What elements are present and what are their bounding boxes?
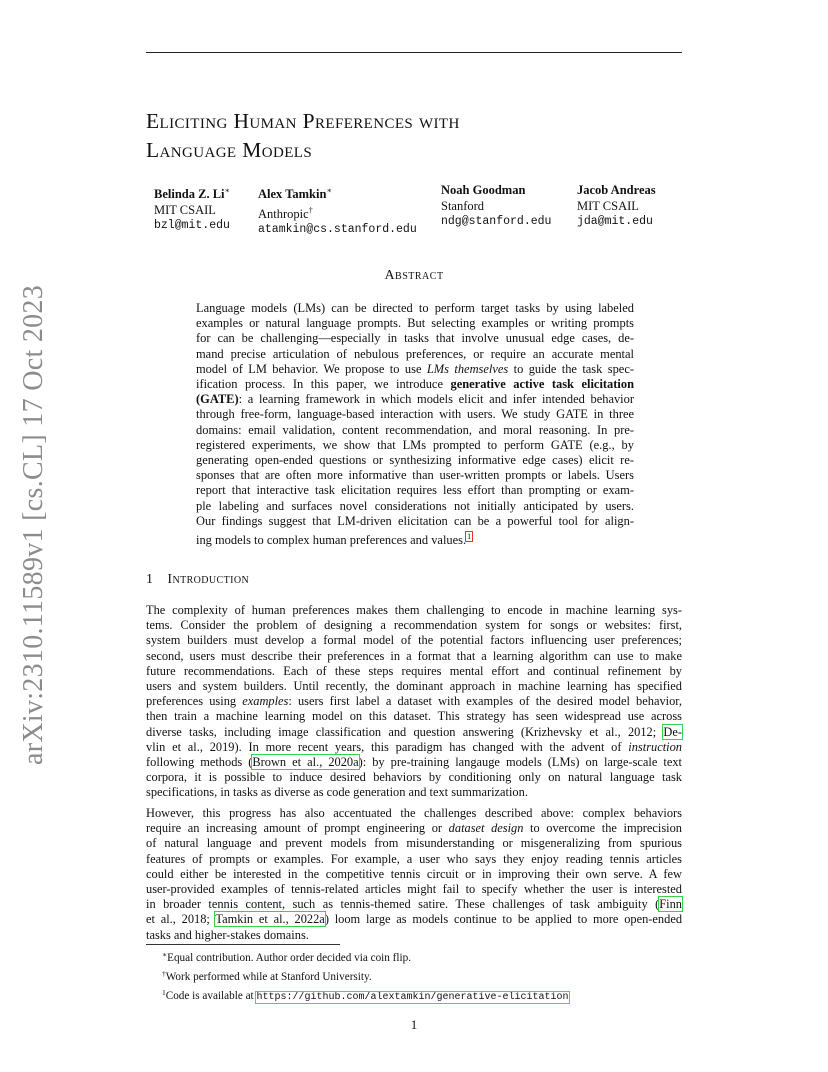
author-affiliation: MIT CSAIL [577, 198, 639, 213]
author-goodman [441, 183, 551, 230]
author-affiliation: Stanford [441, 198, 485, 213]
author-name: Jacob Andreas [577, 183, 656, 197]
footnote-stanford [162, 966, 682, 985]
abstract-line: (GATE): a learning framework in which models elicit and infer intended behavior [196, 392, 634, 407]
abstract-line: examples or natural language prompts. But selecting examples or writing prompts [196, 316, 634, 331]
paragraph-line: specifications, in tasks as diverse as code generation and text summarization. [146, 785, 528, 800]
affiliation-mark: † [308, 205, 313, 215]
paragraph-line: However, this progress has also accentuated the challenges described above: complex behaviors [146, 806, 682, 820]
footnote-text: Code is available at [165, 990, 257, 1002]
abstract-line: through free-form, language-based interaction with users. We study GATE in three [196, 407, 635, 422]
paper-title [146, 107, 686, 165]
section-number: 1 [146, 572, 154, 587]
code-url-link[interactable]: https://github.com/alextamkin/generative-elicitation [256, 992, 569, 1003]
abstract-last-line [196, 529, 634, 548]
section-title: Introduction [167, 572, 250, 587]
emphasis: LMs themselves [426, 361, 509, 376]
footnote-mark: 1 [162, 988, 166, 997]
paragraph-line: preferences using examples: users first label a dataset with examples of the desired model behavior, [146, 694, 683, 709]
author-li [154, 183, 230, 234]
paragraph-line: features of prompts or examples. For example, a user who says they enjoy reading tennis articles [146, 851, 682, 866]
bold-term: (GATE) [196, 392, 239, 407]
paragraph-line: tasks and higher-stakes domains. [146, 927, 309, 942]
paragraph-line: could either be interested in the competitive tennis circuit or in improving their own serve. A few [146, 866, 682, 881]
paragraph-line: tems. Consider the problem of designing a recommendation system for songs or websites: first, [146, 618, 682, 633]
equal-contribution-mark: ∗ [326, 186, 332, 195]
footnote-text: Equal contribution. Author order decided via coin flip. [167, 952, 411, 964]
equal-contribution-mark: ∗ [224, 186, 230, 195]
intro-paragraph-2 [146, 806, 682, 943]
page-number: 1 [410, 1017, 418, 1032]
emphasis: instruction [628, 739, 682, 754]
author-email[interactable]: atamkin@cs.stanford.edu [258, 223, 417, 236]
title-line-2: Language Models [146, 138, 313, 162]
author-email[interactable]: jda@mit.edu [577, 215, 653, 228]
abstract-line: registered experiments, we show that LMs prompted to perform GATE (e.g., by [196, 437, 634, 452]
top-rule [146, 52, 682, 53]
abstract-line: model of LM behavior. We propose to use LMs themselves to guide the task spec- [196, 361, 634, 376]
paragraph-line: in broader tennis content, such as tennis-themed satire. These challenges of task ambiguity (Finn [146, 897, 682, 912]
bold-term: generative active task elicitation [450, 377, 634, 392]
abstract-heading: Abstract [384, 268, 444, 283]
paragraph-line: diverse tasks, including image classification and question answering (Krizhevsky et al., 2012; De- [146, 724, 682, 739]
footnote-code [162, 985, 682, 1005]
author-email[interactable]: bzl@mit.edu [154, 219, 230, 232]
title-line-1: Eliciting Human Preferences with [146, 109, 460, 133]
footnote-rule [146, 944, 340, 945]
citation-link[interactable]: Finn [659, 897, 682, 912]
footnote-equal-contribution [162, 947, 682, 966]
paragraph-line: future recommendations. Each of these steps requires mental effort and continual refinement by [146, 663, 682, 678]
paragraph-line: user-provided examples of tennis-related articles might fail to specify whether the user is interested [146, 882, 682, 897]
abstract-line: mand precise articulation of nebulous preferences, or require an accurate mental [196, 346, 634, 361]
abstract-line: Our findings suggest that LM-driven elicitation can be a powerful tool for align- [196, 513, 634, 528]
author-affiliation: MIT CSAIL [154, 202, 216, 217]
abstract-line: Language models (LMs) can be directed to perform target tasks by using labeled [196, 301, 634, 315]
abstract-line: domains: email validation, content recommendation, and moral reasoning. In pre- [196, 422, 634, 437]
paragraph-line: following methods (Brown et al., 2020a): by pre-training langauge models (LMs) on large-scale text [146, 755, 682, 770]
small-caps-term: GATE [550, 437, 583, 452]
emphasis: examples [242, 694, 289, 709]
abstract-line: ing models to complex human preferences and values. [196, 533, 467, 548]
author-tamkin [258, 183, 417, 238]
footnote-mark: ∗ [162, 950, 168, 959]
paragraph-line: second, users must describe their preferences in a format that a learning algorithm can use to make [146, 648, 682, 663]
abstract-line: generating open-ended questions or synthesizing informative edge cases) elicit re- [196, 453, 634, 468]
citation-link[interactable]: De- [663, 724, 682, 739]
paragraph-line: The complexity of human preferences makes them challenging to encode in machine learning sys- [146, 603, 682, 617]
abstract-line: sponses that are often more informative than user-written prompts or labels. Users [196, 468, 634, 483]
author-name: Alex Tamkin [258, 187, 327, 201]
paragraph-line: vlin et al., 2019). In more recent years, this paradigm has changed with the advent of instruction [146, 739, 682, 754]
abstract-line: for can be challenging—especially in tasks that involve unusual edge cases, de- [196, 331, 634, 346]
abstract-text [196, 301, 634, 548]
author-name: Noah Goodman [441, 183, 526, 197]
paragraph-line: require an increasing amount of prompt engineering or dataset design to overcome the imprecision [146, 821, 682, 836]
paragraph-line: then train a machine learning model on this dataset. This strategy has seen widespread use across [146, 709, 682, 724]
intro-paragraph-1 [146, 603, 682, 801]
author-block [0, 183, 828, 236]
author-andreas [577, 183, 656, 230]
paragraph-line: system builders must develop a formal model of the potential factors influencing user preferences; [146, 633, 682, 648]
footnote-text: Work performed while at Stanford University. [165, 971, 372, 983]
footnote-link[interactable]: 1 [467, 532, 472, 542]
abstract-line: ple labeling and surfaces novel considerations not initially anticipated by users. [196, 498, 634, 513]
author-name: Belinda Z. Li [154, 187, 225, 201]
abstract-line: ification process. In this paper, we introduce generative active task elicitation [196, 377, 634, 392]
author-email[interactable]: ndg@stanford.edu [441, 215, 552, 228]
author-affiliation: Anthropic [258, 206, 309, 221]
citation-link[interactable]: Tamkin et al., 2022a [215, 912, 325, 927]
arxiv-stamp [14, 284, 54, 766]
paragraph-line: of natural language and prevent models from misunderstanding or misgeneralizing from spurious [146, 836, 682, 851]
footnote-mark: † [162, 969, 166, 978]
small-caps-term: GATE [556, 407, 588, 422]
citation-link[interactable]: Brown et al., 2020a [252, 755, 359, 770]
abstract-line: report that interactive task elicitation requires less effort than prompting or exam- [196, 483, 634, 498]
paragraph-line: users and system builders. Until recently, the dominant approach in machine learning has specified [146, 679, 682, 694]
arxiv-stamp-text: arXiv:2310.11589v1 [cs.CL] 17 Oct 2023 [18, 284, 49, 766]
paragraph-line: et al., 2018; Tamkin et al., 2022a) loom large as models continue to be applied to more open-ended [146, 912, 683, 927]
emphasis: dataset design [448, 821, 524, 836]
paragraph-line: corpora, it is possible to induce desired behaviors by conditioning only on natural language task [146, 770, 682, 785]
section-heading-introduction [146, 572, 249, 588]
footnotes [162, 947, 682, 1005]
